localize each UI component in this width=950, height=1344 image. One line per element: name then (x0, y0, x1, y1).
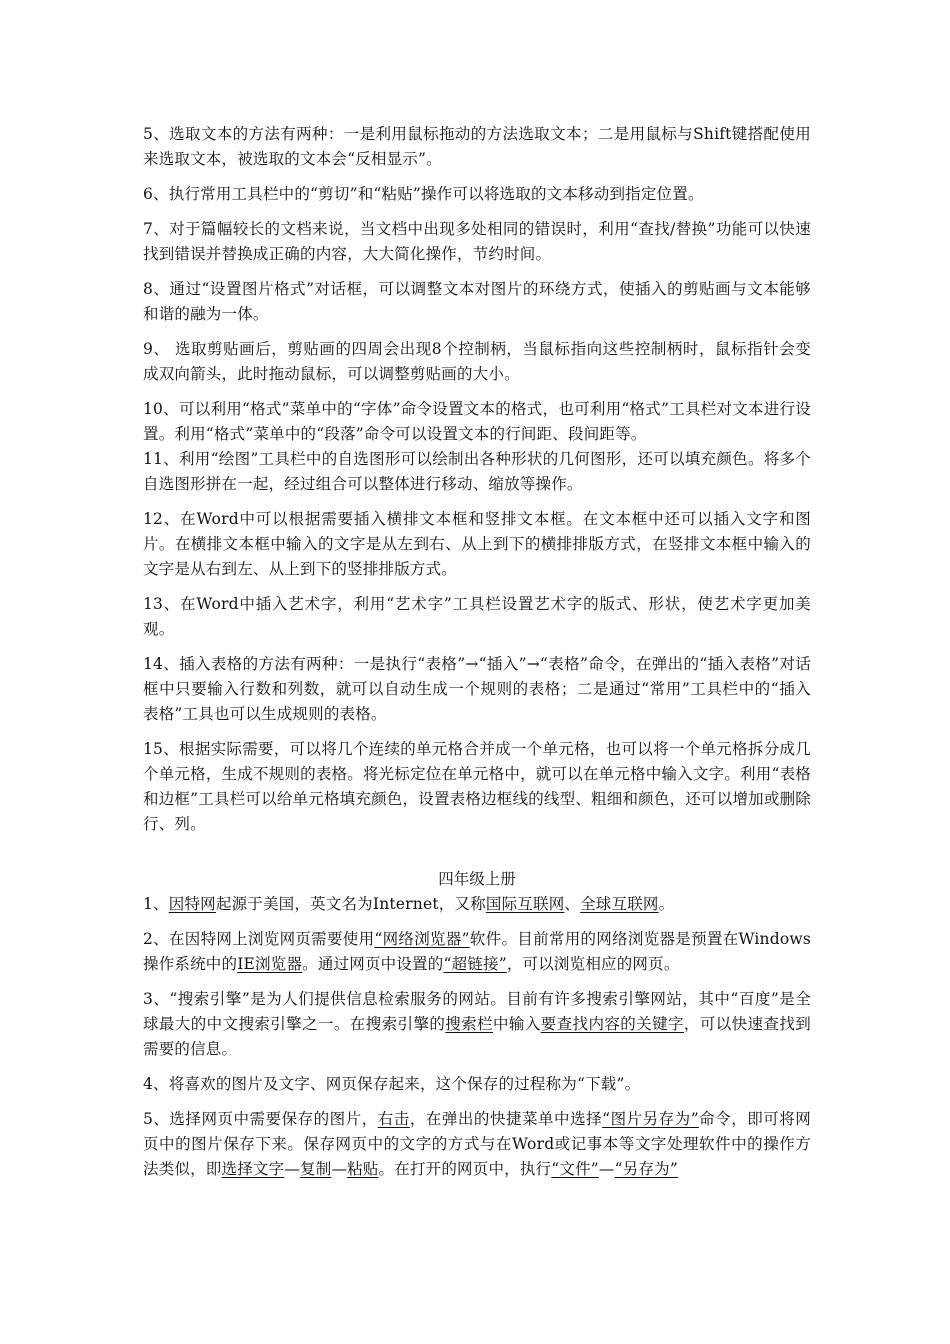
text-run: 、 (564, 895, 581, 913)
question-2 (143, 927, 811, 977)
underlined-term: 复制 (300, 1160, 332, 1178)
text-run: — (284, 1160, 301, 1178)
text-run: 软件。目前常用的网络浏览器是预置在Windows操作系统中的 (143, 930, 811, 973)
text-run: 起源于美国，英文名为Internet，又称 (215, 895, 486, 913)
paragraph-9: 9、 选取剪贴画后，剪贴画的四周会出现8个控制柄，当鼠标指向这些控制柄时，鼠标指针会变成双向箭头，此时拖动鼠标，可以调整剪贴画的大小。 (143, 340, 811, 383)
underlined-term: 国际互联网 (485, 895, 565, 913)
paragraph-14: 14、插入表格的方法有两种：一是执行“表格”→“插入”→“表格”命令，在弹出的“插入表格”对话框中只要输入行数和列数，就可以自动生成一个规则的表格；二是通过“常用”工具栏中的“插入表格”工具也可以生成规则的表格。 (143, 655, 811, 723)
text-run: 。在打开的网页中，执行 (378, 1160, 552, 1178)
underlined-term: “超链接” (443, 955, 507, 973)
text-run: 命令，即可将网页中的图片保存下来。保存网页中的文字的方式与在Word或记事本等文字处理软件中的操作方法类似，即 (143, 1110, 812, 1178)
section-heading: 四年级上册 (438, 870, 516, 888)
paragraph-12: 12、在Word中可以根据需要插入横排文本框和竖排文本框。在文本框中还可以插入文字和图片。在横排文本框中输入的文字是从左到右、从上到下的横排排版方式，在竖排文本框中输入的文字是从右到左、从上到下的竖排排版方式。 (143, 510, 811, 578)
paragraph-15: 15、根据实际需要，可以将几个连续的单元格合并成一个单元格，也可以将一个单元格拆分成几个单元格，生成不规则的表格。将光标定位在单元格中，就可以在单元格中输入文字。利用“表格和边框”工具栏可以给单元格填充颜色，设置表格边框线的线型、粗细和颜色，还可以增加或删除行、列。 (143, 740, 811, 833)
underlined-term: “图片另存为” (602, 1110, 699, 1128)
document-page (143, 122, 811, 1192)
underlined-term: “网络浏览器” (374, 930, 470, 948)
text-run: 。 (658, 895, 675, 913)
underlined-term: “另存为” (614, 1160, 678, 1178)
paragraph-11: 11、利用“绘图”工具栏中的自选图形可以绘制出各种形状的几何图形，还可以填充颜色。将多个自选图形拼在一起，经过组合可以整体进行移动、缩放等操作。 (143, 450, 811, 493)
paragraph-10: 10、可以利用“格式”菜单中的“字体”命令设置文本的格式，也可利用“格式”工具栏对文本进行设置。利用“格式”菜单中的“段落”命令可以设置文本的行间距、段间距等。 (143, 400, 811, 443)
paragraph-13: 13、在Word中插入艺术字，利用“艺术字”工具栏设置艺术字的版式、形状，使艺术字更加美观。 (143, 595, 811, 638)
underlined-term: 右击 (377, 1110, 410, 1128)
question-1 (143, 892, 811, 917)
question-3 (143, 987, 811, 1062)
text-run: 。通过网页中设置的 (302, 955, 444, 973)
text-run: ，可以快速查找到需要的信息。 (143, 1015, 811, 1058)
question-5 (143, 1107, 811, 1182)
text-run: 1、 (143, 895, 169, 913)
text-run: 中输入 (493, 1015, 541, 1033)
underlined-term: 选择文字 (221, 1160, 285, 1178)
question-4: 4、将喜欢的图片及文字、网页保存起来，这个保存的过程称为“下载”。 (143, 1075, 641, 1093)
paragraph-7: 7、对于篇幅较长的文档来说，当文档中出现多处相同的错误时，利用“查找/替换”功能可以快速找到错误并替换成正确的内容，大大简化操作，节约时间。 (143, 220, 811, 263)
underlined-term: 全球互联网 (580, 895, 659, 913)
text-run: — (331, 1160, 348, 1178)
text-run: — (598, 1160, 615, 1178)
underlined-term: IE浏览器 (237, 955, 303, 973)
paragraph-6: 6、执行常用工具栏中的“剪切”和“粘贴”操作可以将选取的文本移动到指定位置。 (143, 185, 704, 203)
text-run: 3、“搜索引擎”是为人们提供信息检索服务的网站。目前有许多搜索引擎网站，其中“百度”是全球最大的中文搜索引擎之一。在搜索引擎的 (143, 990, 811, 1033)
paragraph-8: 8、通过“设置图片格式”对话框，可以调整文本对图片的环绕方式，使插入的剪贴画与文本能够和谐的融为一体。 (143, 280, 811, 323)
underlined-term: 粘贴 (347, 1160, 379, 1178)
text-run: 5、选择网页中需要保存的图片， (143, 1110, 378, 1128)
text-run: ，可以浏览相应的网页。 (506, 955, 680, 973)
underlined-term: 搜索栏 (445, 1015, 493, 1033)
text-run: 2、在因特网上浏览网页需要使用 (143, 930, 375, 948)
underlined-term: 要查找内容的关键字 (540, 1015, 684, 1033)
underlined-term: “文件” (551, 1160, 599, 1178)
paragraph-5: 5、选取文本的方法有两种：一是利用鼠标拖动的方法选取文本；二是用鼠标与Shift键搭配使用来选取文本，被选取的文本会“反相显示”。 (143, 125, 811, 168)
underlined-term: 因特网 (168, 895, 216, 913)
text-run: ，在弹出的快捷菜单中选择 (409, 1110, 603, 1128)
